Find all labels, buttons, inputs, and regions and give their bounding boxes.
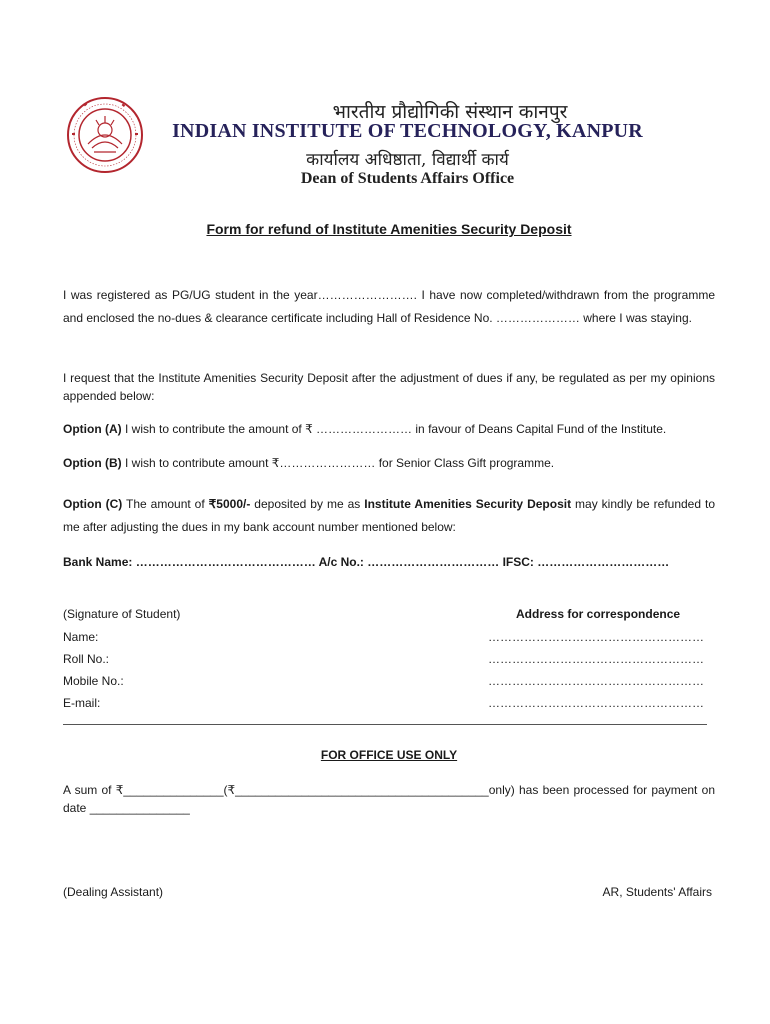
section-divider [63,724,707,725]
sum-processed-text: A sum of ₹_______________(₹______________________________________only) has been processed for payment on date _______________ [63,783,715,815]
registration-paragraph: I was registered as PG/UG student in the year……………………. I have now completed/withdrawn from the programme and enclosed the no-dues & clearance certificate including Hall of Residence No. ………………… where I was staying. [63,288,715,325]
mobile-field-label: Mobile No.: [63,674,124,688]
address-line-3: ……………………………………………… [488,674,704,688]
option-c-text-3: may kindly be refunded to me after adjusting the dues in my bank account number mentioned below: [63,497,715,534]
name-field-label: Name: [63,630,99,644]
option-b-text: I wish to contribute amount ₹…………………… for Senior Class Gift programme. [121,456,555,470]
form-title: Form for refund of Institute Amenities Security Deposit [206,221,572,237]
address-title: Address for correspondence [516,607,681,621]
option-c [63,493,715,538]
option-b-label: Option (B) [63,456,122,470]
ar-students-affairs-label: AR, Students' Affairs [602,885,712,899]
institute-name-english: INDIAN INSTITUTE OF TECHNOLOGY, KANPUR [172,120,643,142]
option-c-text-2: deposited by me as [250,497,365,511]
roll-no-field-label: Roll No.: [63,652,110,666]
dealing-assistant-label: (Dealing Assistant) [63,885,164,899]
signature-label: (Signature of Student) [63,607,181,621]
option-c-deposit: Institute Amenities Security Deposit [364,497,572,511]
address-line-1: ……………………………………………… [488,630,704,644]
address-line-2: ……………………………………………… [488,652,704,666]
option-b [63,455,715,473]
institute-name-hindi: भारतीय प्रौद्योगिकी संस्थान कानपुर [332,101,568,123]
bank-details-line: Bank Name: ……………………………………… A/c No.: …………………………… IFSC: …………………………… [63,555,670,569]
address-line-4: ……………………………………………… [488,696,704,710]
email-field-label: E-mail: [63,696,101,710]
option-a [63,421,715,439]
office-use-title: FOR OFFICE USE ONLY [320,748,458,762]
option-a-text: I wish to contribute the amount of ₹ …………………… in favour of Deans Capital Fund of the Institute. [121,422,667,436]
office-name-english: Dean of Students Affairs Office [300,170,515,187]
option-c-amount: ₹5000/- [208,497,251,511]
option-a-label: Option (A) [63,422,122,436]
option-c-text-1: The amount of [122,497,209,511]
office-name-hindi: कार्यालय अधिष्ठाता, विद्यार्थी कार्य [306,150,509,170]
option-c-label: Option (C) [63,497,123,511]
request-paragraph: I request that the Institute Amenities Security Deposit after the adjustment of dues if any, be regulated as per my opinions appended below: [63,371,715,403]
